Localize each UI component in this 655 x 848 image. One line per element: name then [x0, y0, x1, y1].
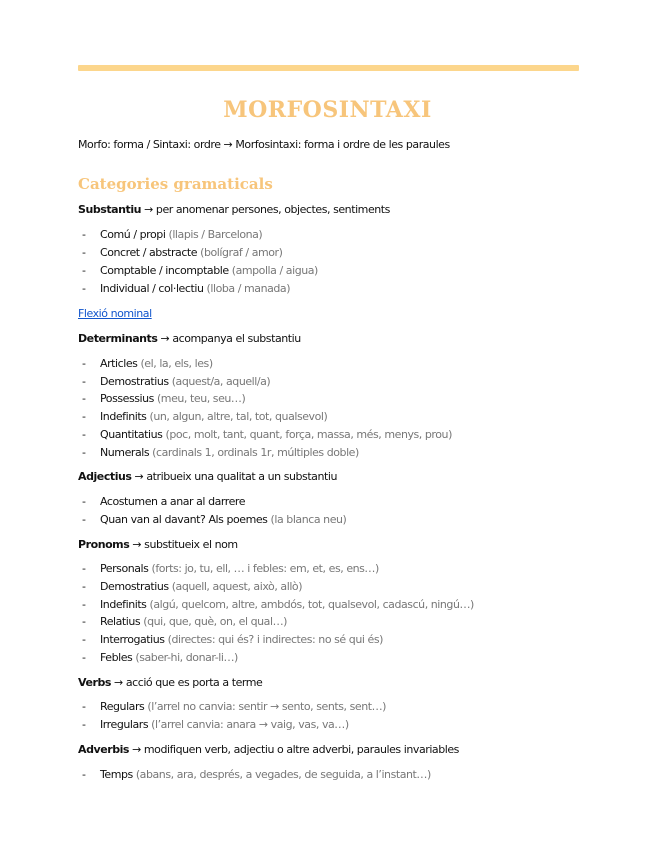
categories-heading: Categories gramaticals: [78, 175, 273, 193]
adverbis-heading: Adverbis → modifiquen verb, adjectiu o altre adverbi, paraules invariables: [78, 743, 459, 756]
adjectius-heading: Adjectius → atribueix una qualitat a un substantiu: [78, 470, 337, 483]
page-title: MORFOSINTAXI: [223, 97, 432, 123]
flexio-nominal-link[interactable]: Flexió nominal: [78, 307, 152, 320]
header-accent-bar: [78, 65, 579, 71]
document-page: MORFOSINTAXI Morfo: forma / Sintaxi: ordre → Morfosintaxi: forma i ordre de les paraules Categories gramaticals Substantiu → per anomenar persones, objectes, sentiments - Comú / propi (llapis / Barcelona) - Concret / abstracte (bolígraf / amor) - Comptable / incomptable (ampolla / aigua) - Individual / col·lectiu (lloba / manada) Flexió nominal Determinants → acompanya el substantiu - Articles (el, la, els, les) - Demostratius (aquest/a, aquell/a) - Possessius (meu, teu, seu…) - Indefinits (un, algun, altre, tal, tot, qualsevol) - Quantitatius (poc, molt, tant, quant, força, massa, més, menys, prou) - Numerals (cardinals 1, ordinals 1r, múltiples doble) Adjectius → atribueix una qualitat a un substantiu - Acostumen a anar al darrere - Quan van al davant? Als poemes (la blanca neu) Pronoms → substitueix el nom - Personals (forts: jo, tu, ell, … i febles: em, et, es, ens…) - Demostratius (aquell, aquest, això, allò) - Indefinits (algú, quelcom, altre, ambdós, tot, qualsevol, cadascú, ningú…) - Relatius (qui, que, què, on, el qual…) - Interrogatius (directes: qui és? i indirectes: no sé qui és) - Febles (saber-hi, donar-li…) Verbs → acció que es porta a terme - Regulars (l’arrel no canvia: sentir → sento, sents, sent…) - Irregulars (l’arrel canvia: anara → vaig, vas, va…) Adverbis → modifiquen verb, adjectiu o altre adverbi, paraules invariables - Temps (abans, ara, després, a vegades, de seguida, a l’instant…): [0, 0, 655, 848]
pronoms-heading: Pronoms → substitueix el nom: [78, 538, 238, 551]
intro-line: Morfo: forma / Sintaxi: ordre → Morfosintaxi: forma i ordre de les paraules: [78, 138, 450, 151]
determinants-heading: Determinants → acompanya el substantiu: [78, 332, 301, 345]
substantiu-heading: Substantiu → per anomenar persones, objectes, sentiments: [78, 203, 390, 216]
verbs-heading: Verbs → acció que es porta a terme: [78, 676, 263, 689]
